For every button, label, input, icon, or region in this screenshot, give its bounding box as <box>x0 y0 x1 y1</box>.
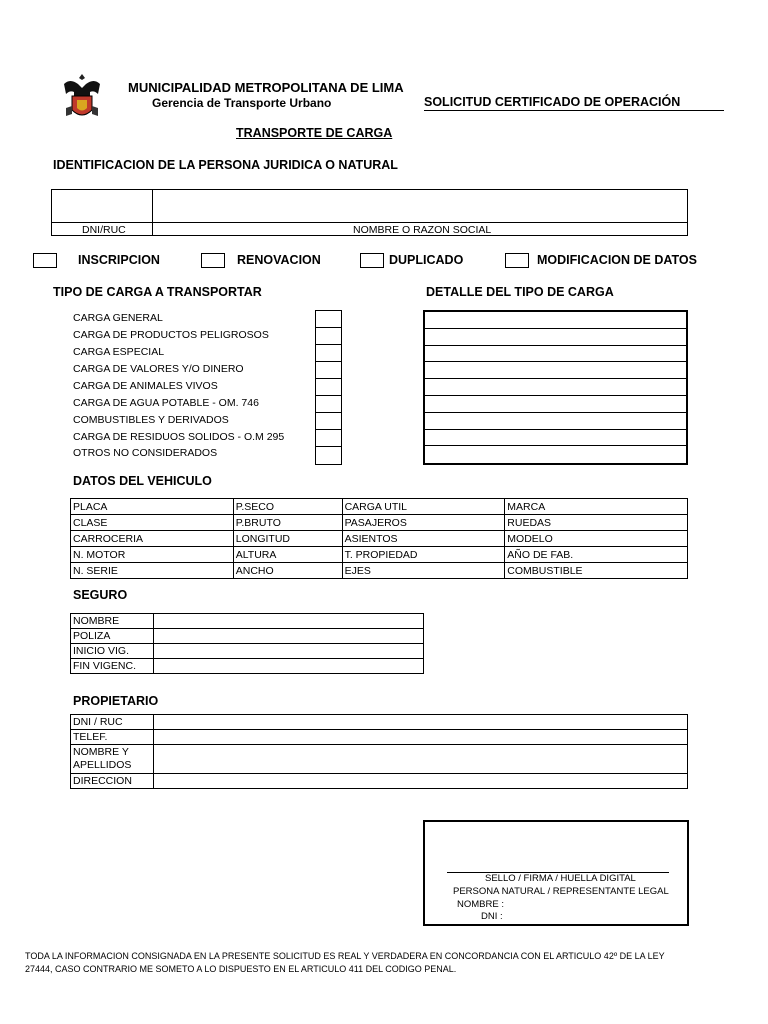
dni-ruc-field[interactable] <box>54 192 150 220</box>
cargo-type-checkbox[interactable] <box>316 311 341 328</box>
organization-name: MUNICIPALIDAD METROPOLITANA DE LIMA <box>128 80 404 95</box>
insurance-field-label: NOMBRE <box>71 614 154 629</box>
checkbox-duplicado[interactable] <box>360 253 384 268</box>
signature-caption: SELLO / FIRMA / HUELLA DIGITAL <box>485 873 636 884</box>
vehicle-field-cell[interactable]: CLASE <box>71 515 234 531</box>
vehicle-field-cell[interactable]: LONGITUD <box>233 531 342 547</box>
option-label-duplicado: DUPLICADO <box>389 253 464 267</box>
insurance-field-value[interactable] <box>154 614 424 629</box>
cargo-type-label: CARGA ESPECIAL <box>73 346 165 358</box>
cargo-detail-line[interactable] <box>425 329 686 346</box>
form-subtitle: TRANSPORTE DE CARGA <box>236 126 393 140</box>
cargo-type-checkbox[interactable] <box>316 362 341 379</box>
checkbox-renovacion[interactable] <box>201 253 225 268</box>
checkbox-inscripcion[interactable] <box>33 253 57 268</box>
owner-field-value[interactable] <box>154 730 688 745</box>
cargo-detail-line[interactable] <box>425 446 686 463</box>
table-row <box>71 629 424 644</box>
cargo-type-checkbox[interactable] <box>316 447 341 464</box>
table-row <box>71 745 688 774</box>
table-row <box>71 547 688 563</box>
cargo-type-checkbox[interactable] <box>316 328 341 345</box>
cargo-type-checkbox[interactable] <box>316 379 341 396</box>
table-row <box>71 774 688 789</box>
checkbox-modificacion-datos[interactable] <box>505 253 529 268</box>
insurance-field-value[interactable] <box>154 644 424 659</box>
vehicle-field-cell[interactable]: EJES <box>342 563 505 579</box>
vehicle-field-cell[interactable]: RUEDAS <box>505 515 688 531</box>
vehicle-field-cell[interactable]: ASIENTOS <box>342 531 505 547</box>
cargo-type-label: CARGA DE VALORES Y/O DINERO <box>73 363 244 375</box>
option-label-inscripcion: INSCRIPCION <box>78 253 160 267</box>
vehicle-table <box>70 498 688 579</box>
cargo-detail-line[interactable] <box>425 379 686 396</box>
cargo-type-label: OTROS NO CONSIDERADOS <box>73 447 218 459</box>
cargo-detail-line[interactable] <box>425 346 686 363</box>
cargo-type-checkbox[interactable] <box>316 345 341 362</box>
table-row <box>71 659 424 674</box>
legal-disclaimer <box>25 950 725 976</box>
table-row <box>71 715 688 730</box>
owner-field-value[interactable] <box>154 745 688 774</box>
insurance-field-value[interactable] <box>154 659 424 674</box>
vehicle-section-title: DATOS DEL VEHICULO <box>73 474 212 488</box>
cargo-type-label: CARGA DE RESIDUOS SOLIDOS - O.M 295 <box>73 431 285 443</box>
coat-of-arms-logo <box>60 70 104 122</box>
signature-name-label: NOMBRE : <box>457 899 504 910</box>
vehicle-field-cell[interactable]: AÑO DE FAB. <box>505 547 688 563</box>
cargo-type-checkbox[interactable] <box>316 396 341 413</box>
cargo-type-label: CARGA DE ANIMALES VIVOS <box>73 380 218 392</box>
business-name-field[interactable] <box>155 192 685 220</box>
cargo-type-label: COMBUSTIBLES Y DERIVADOS <box>73 414 229 426</box>
cargo-type-checkbox[interactable] <box>316 430 341 447</box>
vehicle-field-cell[interactable]: COMBUSTIBLE <box>505 563 688 579</box>
cargo-type-label: CARGA DE PRODUCTOS PELIGROSOS <box>73 329 269 341</box>
owner-field-label: DIRECCION <box>71 774 154 789</box>
owner-field-label: TELEF. <box>71 730 154 745</box>
cargo-type-checkbox[interactable] <box>316 413 341 430</box>
owner-field-label: DNI / RUC <box>71 715 154 730</box>
cargo-detail-line[interactable] <box>425 312 686 329</box>
vehicle-field-cell[interactable]: T. PROPIEDAD <box>342 547 505 563</box>
identification-section-title: IDENTIFICACION DE LA PERSONA JURIDICA O NATURAL <box>53 158 398 172</box>
cargo-detail-title: DETALLE DEL TIPO DE CARGA <box>426 285 614 299</box>
table-row <box>71 644 424 659</box>
cargo-detail-line[interactable] <box>425 396 686 413</box>
insurance-field-value[interactable] <box>154 629 424 644</box>
owner-field-value[interactable] <box>154 715 688 730</box>
table-row <box>71 563 688 579</box>
vehicle-field-cell[interactable]: N. SERIE <box>71 563 234 579</box>
form-title: SOLICITUD CERTIFICADO DE OPERACIÓN <box>424 95 724 111</box>
signature-box[interactable] <box>423 820 689 926</box>
owner-field-value[interactable] <box>154 774 688 789</box>
vehicle-field-cell[interactable]: MARCA <box>505 499 688 515</box>
owner-section-title: PROPIETARIO <box>73 694 159 708</box>
vehicle-field-cell[interactable]: N. MOTOR <box>71 547 234 563</box>
table-row <box>71 515 688 531</box>
insurance-section-title: SEGURO <box>73 588 128 602</box>
option-label-renovacion: RENOVACION <box>237 253 321 267</box>
legal-disclaimer-line: TODA LA INFORMACION CONSIGNADA EN LA PRESENTE SOLICITUD ES REAL Y VERDADERA EN CONCORDANCIA CON EL ARTICULO 42º DE LA LEY <box>25 951 665 961</box>
cargo-detail-line[interactable] <box>425 413 686 430</box>
cargo-detail-line[interactable] <box>425 362 686 379</box>
cargo-types-title: TIPO DE CARGA A TRANSPORTAR <box>53 285 262 299</box>
vehicle-field-cell[interactable]: P.SECO <box>233 499 342 515</box>
vehicle-field-cell[interactable]: MODELO <box>505 531 688 547</box>
cargo-detail-line[interactable] <box>425 430 686 447</box>
vehicle-field-cell[interactable]: PLACA <box>71 499 234 515</box>
cargo-type-label: CARGA GENERAL <box>73 312 163 324</box>
option-label-modificacion-datos: MODIFICACION DE DATOS <box>537 253 697 267</box>
insurance-field-label: POLIZA <box>71 629 154 644</box>
insurance-field-label: INICIO VIG. <box>71 644 154 659</box>
vehicle-field-cell[interactable]: ALTURA <box>233 547 342 563</box>
cargo-type-label: CARGA DE AGUA POTABLE - OM. 746 <box>73 397 259 409</box>
vehicle-field-cell[interactable]: CARROCERIA <box>71 531 234 547</box>
insurance-table <box>70 613 424 674</box>
table-row <box>71 499 688 515</box>
cargo-detail-box <box>423 310 688 465</box>
owner-field-label: NOMBRE Y APELLIDOS <box>71 745 154 774</box>
signature-dni-label: DNI : <box>481 911 503 922</box>
table-row <box>71 614 424 629</box>
owner-table <box>70 714 688 789</box>
vehicle-field-cell[interactable]: CARGA UTIL <box>342 499 505 515</box>
cargo-type-checkboxes <box>315 310 342 465</box>
signature-role: PERSONA NATURAL / REPRESENTANTE LEGAL <box>453 886 669 897</box>
organization-department: Gerencia de Transporte Urbano <box>152 96 332 110</box>
vehicle-field-cell[interactable]: PASAJEROS <box>342 515 505 531</box>
table-row <box>71 730 688 745</box>
vehicle-field-cell[interactable]: P.BRUTO <box>233 515 342 531</box>
identification-box <box>51 189 688 236</box>
dni-ruc-label: DNI/RUC <box>82 224 126 236</box>
vehicle-field-cell[interactable]: ANCHO <box>233 563 342 579</box>
insurance-field-label: FIN VIGENC. <box>71 659 154 674</box>
business-name-label: NOMBRE O RAZON SOCIAL <box>353 224 492 236</box>
table-row <box>71 531 688 547</box>
legal-disclaimer-line: 27444, CASO CONTRARIO ME SOMETO A LO DISPUESTO EN EL ARTICULO 411 DEL CODIGO PENAL. <box>25 964 457 974</box>
